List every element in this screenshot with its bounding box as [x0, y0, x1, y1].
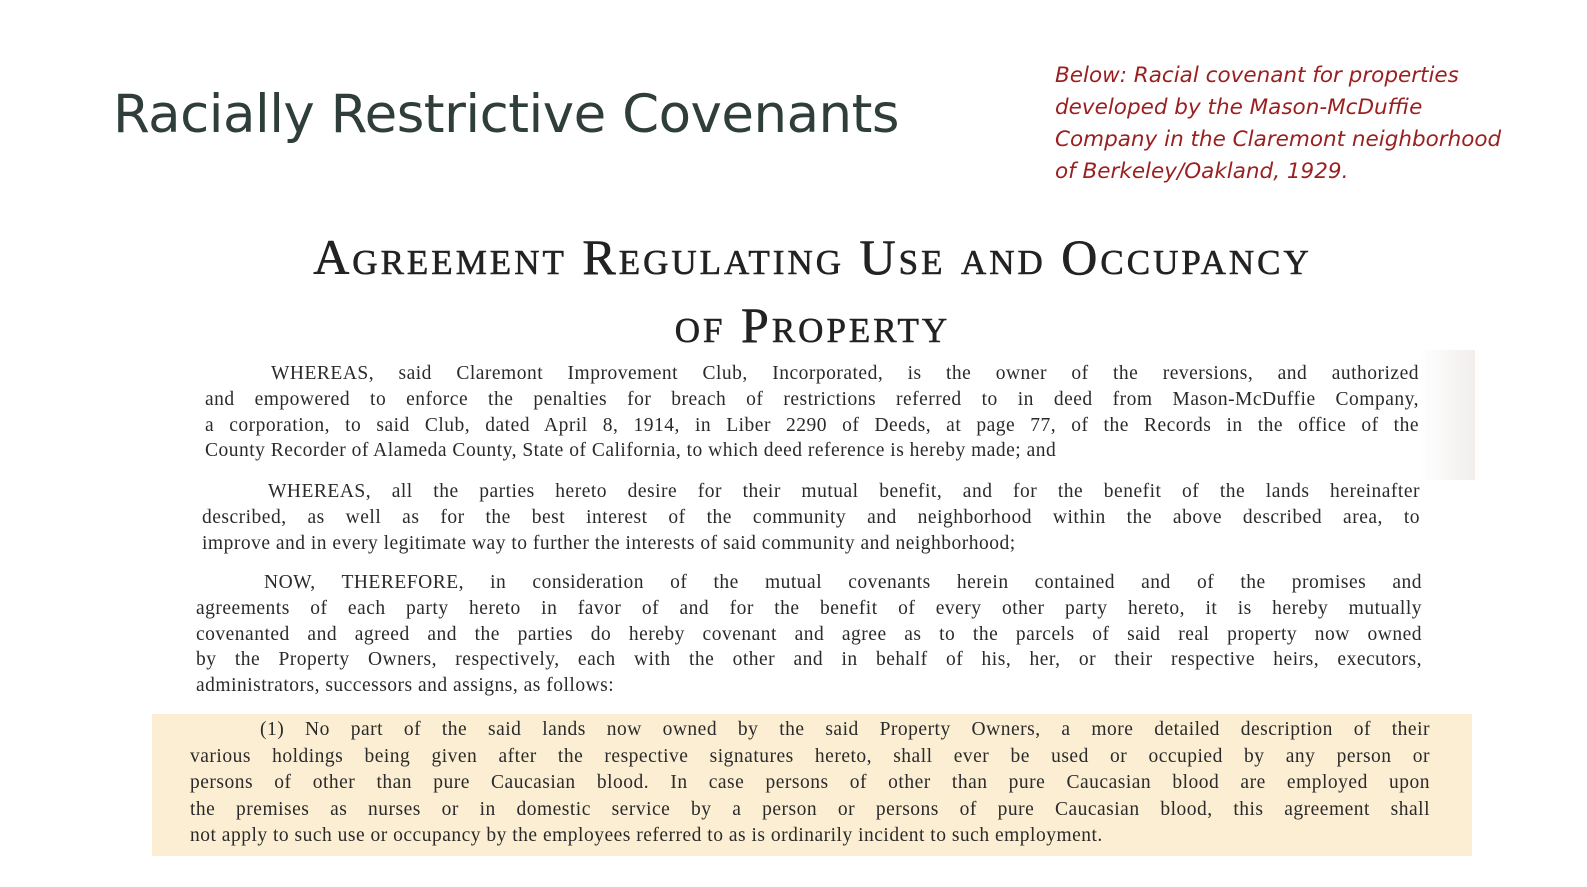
paragraph-line: administrators, successors and assigns, as follows: [196, 675, 615, 697]
paragraph-line: improve and in every legitimate way to further the interests of said community and neighborhood; [202, 532, 1016, 554]
paragraph-line: persons of other than pure Caucasian blood. In case persons of other than pure Caucasian blood are employed upon [190, 772, 1430, 794]
paragraph-line: a corporation, to said Club, dated April 8, 1914, in Liber 2290 of Deeds, at page 77, of the Records in the office of the [205, 414, 1419, 436]
paragraph-line: WHEREAS, said Claremont Improvement Club, Incorporated, is the owner of the reversions, and authorized [271, 363, 1419, 384]
whereas-paragraph-1 [205, 361, 1419, 464]
slide-title: Racially Restrictive Covenants [113, 84, 900, 145]
caption-line: Below: Racial covenant for properties [1055, 63, 1459, 88]
covenant-clause-1 [190, 717, 1430, 850]
paragraph-line: County Recorder of Alameda County, State of California, to which deed reference is hereby made; and [205, 440, 1057, 462]
image-caption [1055, 60, 1575, 188]
paragraph-line: the premises as nurses or in domestic service by a person or persons of pure Caucasian blood, this agreement shall [190, 798, 1430, 820]
therefore-paragraph [196, 570, 1422, 699]
scan-shadow [1420, 350, 1475, 480]
whereas-paragraph-2 [202, 479, 1420, 556]
paragraph-line: covenanted and agreed and the parties do hereby covenant and agree as to the parcels of said real property now owned [196, 623, 1422, 645]
paragraph-line: various holdings being given after the respective signatures hereto, shall ever be used or occupied by any person or [190, 745, 1430, 767]
paragraph-line: WHEREAS, all the parties hereto desire for their mutual benefit, and for the benefit of the lands hereinafter [268, 481, 1420, 502]
paragraph-line: NOW, THEREFORE, in consideration of the mutual covenants herein contained and of the promises and [264, 572, 1422, 593]
document-title [150, 223, 1475, 359]
paragraph-line: agreements of each party hereto in favor of and for the benefit of every other party hereto, it is hereby mutually [196, 597, 1422, 619]
caption-line: of Berkeley/Oakland, 1929. [1055, 159, 1349, 184]
caption-line: Company in the Claremont neighborhood [1055, 127, 1502, 152]
document-title-line: Agreement Regulating Use and Occupancy [313, 229, 1312, 285]
paragraph-line: described, as well as for the best interest of the community and neighborhood within the above described area, to [202, 506, 1420, 528]
paragraph-line: by the Property Owners, respectively, each with the other and in behalf of his, her, or their respective heirs, executors, [196, 649, 1422, 671]
paragraph-line: and empowered to enforce the penalties for breach of restrictions referred to in deed from Mason-McDuffie Company, [205, 388, 1419, 410]
caption-line: developed by the Mason-McDuffie [1055, 95, 1423, 120]
document-title-line: of Property [674, 297, 951, 353]
paragraph-line: (1) No part of the said lands now owned by the said Property Owners, a more detailed description of their [260, 719, 1430, 740]
paragraph-line: not apply to such use or occupancy by the employees referred to as is ordinarily incident to such employment. [190, 825, 1103, 847]
